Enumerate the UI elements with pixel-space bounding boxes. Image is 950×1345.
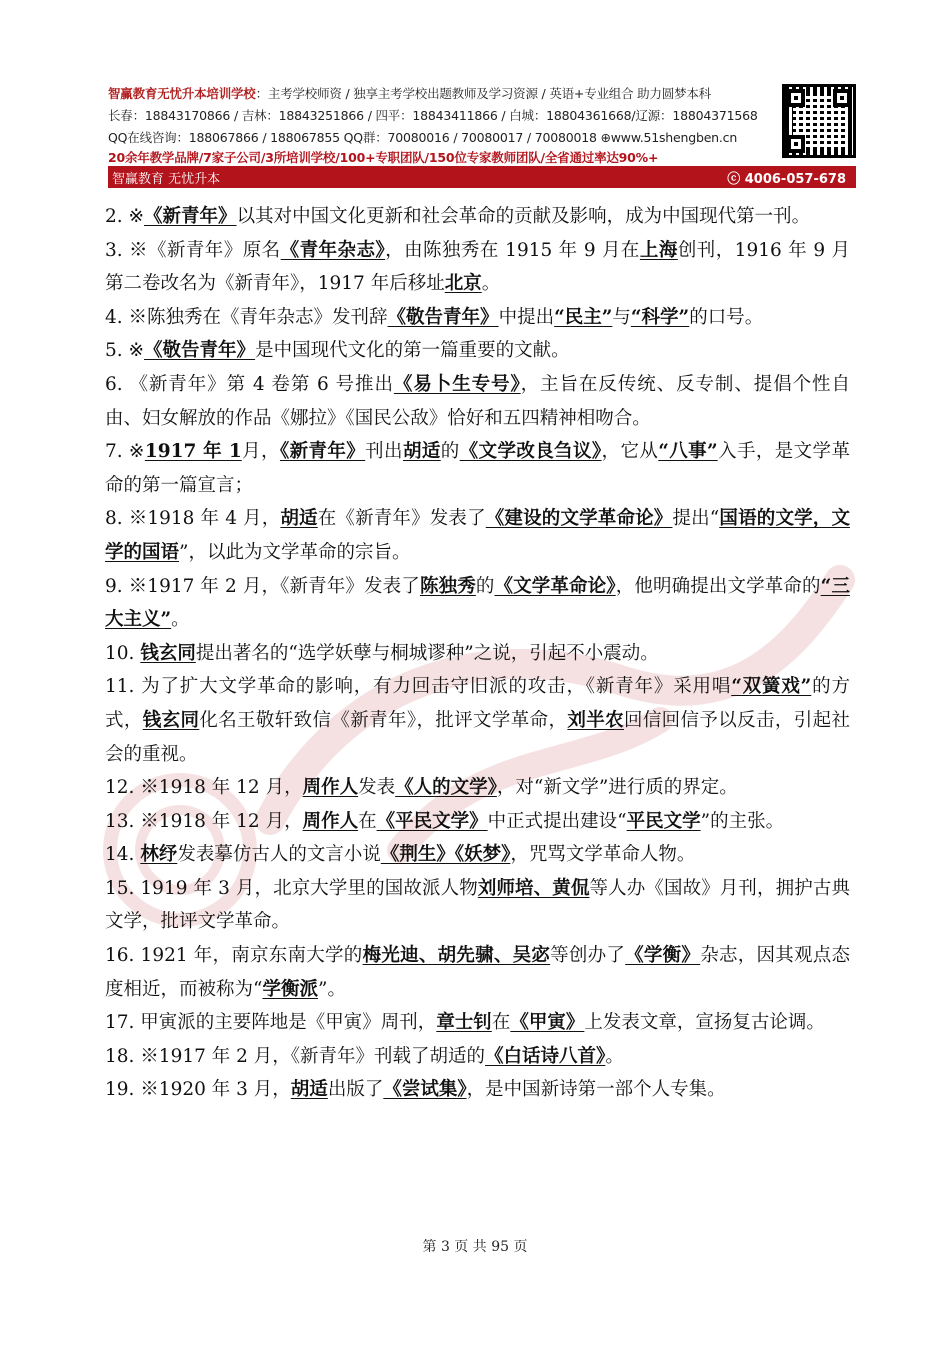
item-text: 8. ※1918 年 4 月， <box>105 508 281 530</box>
page-footer: 第 3 页 共 95 页 <box>422 1239 528 1255</box>
header-slogan <box>108 84 711 102</box>
underlined-term: 《新青年》 <box>279 441 366 463</box>
list-item <box>105 435 850 502</box>
header-red-bar <box>108 166 856 188</box>
item-text: 提出著名的“选学妖孽与桐城谬种”之说，引起不小震动。 <box>195 642 659 664</box>
item-text: 15. 1919 年 3 月，北京大学里的国故派人物 <box>105 877 478 899</box>
list-item <box>105 502 850 569</box>
header-qq: QQ在线咨询：188067866 / 188067855 QQ群：70080016 / 70080017 / 70080018 ⊕www.51shengben.cn <box>108 130 738 145</box>
list-item <box>105 301 850 335</box>
item-text: 12. ※1918 年 12 月， <box>105 777 303 799</box>
underlined-term: 《敬告青年》 <box>144 340 256 362</box>
list-item <box>105 771 850 805</box>
item-text: ”，以此为文学革命的宗旨。 <box>179 541 411 563</box>
item-text: 中提出 <box>498 306 555 328</box>
list-item <box>105 1006 850 1040</box>
item-text: 发表摹仿古人的文言小说 <box>177 844 381 866</box>
item-text: 的 <box>440 441 460 463</box>
item-text: 在 <box>358 810 377 832</box>
item-text: 18. ※1917 年 2 月，《新青年》刊载了胡适的 <box>105 1045 486 1067</box>
item-text: 出版了 <box>327 1079 384 1101</box>
underlined-term: 《甲寅》 <box>510 1012 585 1034</box>
underlined-term: 《新青年》 <box>144 206 237 227</box>
item-text: 入手，是文学革命的第一篇宣言； <box>105 441 850 496</box>
list-item <box>105 234 850 301</box>
item-text: 16. 1921 年，南京东南大学的 <box>105 945 363 967</box>
item-text: 6. 《新青年》第 4 卷第 6 号推出 <box>105 373 394 395</box>
underlined-term: 周作人 <box>302 777 359 799</box>
brand-name: 智赢教育无忧升本培训学校 <box>108 86 256 101</box>
item-text: 杂志，因其观点态度相近，而被称为“ <box>105 945 850 1000</box>
item-text: 发表 <box>358 777 396 799</box>
item-text: 9. ※1917 年 2 月，《新青年》发表了 <box>105 575 420 597</box>
item-text: 的口号。 <box>689 306 764 328</box>
underlined-term: 学衡派 <box>262 978 318 1000</box>
header-stats: 20余年教学品牌/7家子公司/3所培训学校/100+专职团队/150位专家教师团队/全省通过率达90%+ <box>108 150 659 165</box>
underlined-term: “三大主义” <box>105 575 850 631</box>
underlined-term: “科学” <box>630 306 690 328</box>
underlined-term: 《荆生》《妖梦》 <box>380 844 511 866</box>
underlined-term: 平民文学 <box>626 810 701 832</box>
underlined-term: 《白话诗八首》 <box>485 1045 606 1067</box>
item-text: 在《新青年》发表了 <box>317 508 486 530</box>
underlined-term: “民主” <box>554 306 613 328</box>
item-text: ，他明确提出文学革命的 <box>615 575 821 597</box>
item-text: ，咒骂文学革命人物。 <box>510 844 696 866</box>
list-item <box>105 1073 850 1107</box>
underlined-term: 国语的文学，文学的国语 <box>105 508 850 563</box>
list-item <box>105 838 850 872</box>
list-item <box>105 334 850 368</box>
underlined-term: 《文学改良刍议》 <box>459 441 602 463</box>
underlined-term: 上海 <box>639 239 678 261</box>
item-text: 4. ※陈独秀在《青年杂志》发刊辞 <box>105 306 388 328</box>
underlined-term: 钱玄同 <box>140 642 196 664</box>
item-text: 5. ※ <box>105 340 145 362</box>
slogan-text: ：主考学校师资 / 独享主考学校出题教师及学习资源 / 英语+专业组合 助力圆梦本科 <box>255 86 711 101</box>
list-item <box>105 805 850 839</box>
underlined-term: 胡适 <box>402 441 441 463</box>
item-text: 的 <box>475 575 495 597</box>
item-text: ，是中国新诗第一部个人专集。 <box>466 1079 726 1101</box>
item-text: 。 <box>171 609 190 631</box>
item-text: 提出“ <box>672 508 720 530</box>
header-phones: 长春：18843170866 / 吉林：18843251866 / 四平：18843411866 / 白城：18804361668/辽源：18804371568 <box>108 108 758 123</box>
underlined-term: 陈独秀 <box>419 575 476 597</box>
underlined-term: 刘半农 <box>567 709 624 731</box>
underlined-term: 北京 <box>444 273 482 295</box>
document-body <box>105 200 850 1107</box>
item-text: 2. ※ <box>105 206 145 227</box>
page-header <box>108 80 856 188</box>
list-item <box>105 939 850 1006</box>
item-text: 17. 甲寅派的主要阵地是《甲寅》周刊， <box>105 1012 437 1034</box>
item-text: 等人办《国故》月刊，拥护古典文学，批评文学革命。 <box>105 877 850 933</box>
underlined-term: 《敬告青年》 <box>387 306 499 328</box>
item-text: 。 <box>481 273 501 295</box>
item-text: 刊出 <box>365 441 403 463</box>
underlined-term: 胡适 <box>280 508 318 530</box>
underlined-term: 1917 年 1 <box>144 441 242 463</box>
list-item <box>105 670 850 771</box>
item-text: 以其对中国文化更新和社会革命的贡献及影响，成为中国现代第一刊。 <box>236 206 811 227</box>
item-text: 在 <box>491 1012 511 1034</box>
item-text: 创刊，1916 年 9 月第二卷改名为《新青年》，1917 年后移址 <box>105 239 850 295</box>
list-item <box>105 368 850 435</box>
hotline-phone: ⓒ 4006-057-678 <box>727 172 846 187</box>
item-text: 7. ※ <box>105 441 145 463</box>
underlined-term: 林纾 <box>140 844 178 866</box>
item-text: 是中国现代文化的第一篇重要的文献。 <box>255 340 570 362</box>
underlined-term: 《平民文学》 <box>376 810 488 832</box>
item-text: 10. <box>105 642 141 664</box>
item-text: 13. ※1918 年 12 月， <box>105 810 303 832</box>
underlined-term: 章士钊 <box>436 1012 492 1034</box>
item-text: 3. ※《新青年》原名 <box>105 239 281 261</box>
item-text: ，主旨在反传统、反专制、提倡个性自由、妇女解放的作品《娜拉》《国民公敌》恰好和五四精神相吻合。 <box>105 373 850 429</box>
qr-code-icon <box>782 84 856 158</box>
item-text: 化名王敬轩致信《新青年》，批评文学革命， <box>199 709 568 731</box>
underlined-term: 钱玄同 <box>142 709 200 731</box>
item-text: 中正式提出建设“ <box>487 810 627 832</box>
list-item <box>105 637 850 671</box>
item-text: ，由陈独秀在 1915 年 9 月在 <box>385 239 640 261</box>
underlined-term: 《建设的文学革命论》 <box>485 508 673 530</box>
item-text: ”的主张。 <box>700 810 785 832</box>
underlined-term: 《学衡》 <box>625 945 701 967</box>
underlined-term: 胡适 <box>290 1079 328 1101</box>
item-text: 11. 为了扩大文学革命的影响，有力回击守旧派的攻击，《新青年》采用唱 <box>105 676 732 698</box>
item-text: 与 <box>612 306 631 328</box>
underlined-term: 周作人 <box>302 810 359 832</box>
item-text: ”。 <box>317 978 346 1000</box>
list-item <box>105 200 850 234</box>
item-text: 回信回信予以反击，引起社会的重视。 <box>105 709 850 765</box>
list-item <box>105 872 850 939</box>
item-text: 月， <box>241 441 280 463</box>
item-text: 上发表文章，宣扬复古论调。 <box>584 1012 825 1034</box>
underlined-term: “八事” <box>658 441 718 463</box>
item-text: 。 <box>605 1045 624 1067</box>
underlined-term: 《尝试集》 <box>383 1079 467 1101</box>
list-item <box>105 570 850 637</box>
item-text: ，它从 <box>601 441 659 463</box>
underlined-term: 《易卜生专号》 <box>393 373 521 395</box>
item-text: 的方式， <box>105 676 850 731</box>
logo: 智赢教育 无忧升本 <box>112 172 221 187</box>
list-item <box>105 1040 850 1074</box>
item-text: 等创办了 <box>550 945 626 967</box>
underlined-term: 《青年杂志》 <box>280 239 386 261</box>
item-text: 14. <box>105 844 141 866</box>
underlined-term: 《人的文学》 <box>395 777 497 799</box>
item-text: ，对“新文学”进行质的界定。 <box>496 777 738 799</box>
underlined-term: 刘师培、黄侃 <box>477 877 590 899</box>
item-text: 19. ※1920 年 3 月， <box>105 1079 291 1101</box>
underlined-term: 《文学革命论》 <box>494 575 616 597</box>
underlined-term: “双簧戏” <box>731 676 812 698</box>
underlined-term: 梅光迪、胡先骕、吴宓 <box>362 945 551 967</box>
